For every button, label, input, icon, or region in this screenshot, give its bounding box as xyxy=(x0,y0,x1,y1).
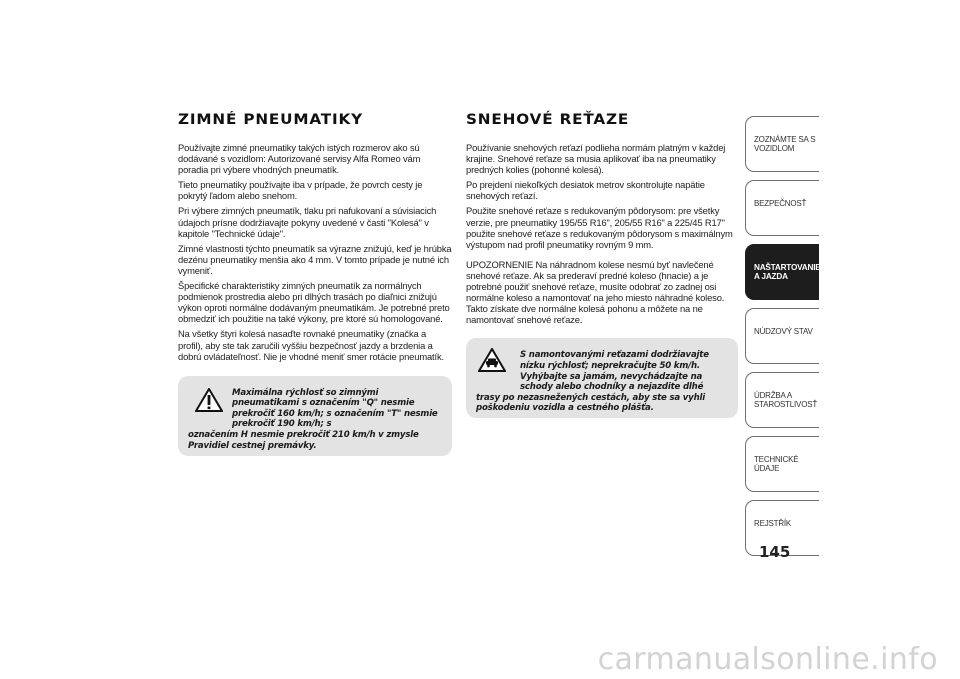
tab-get-to-know[interactable] xyxy=(745,116,819,172)
tab-label: NÚDZOVÝ STAV xyxy=(754,327,813,336)
tab-label: ZOZNÁMTE SA S VOZIDLOM xyxy=(754,135,816,153)
paragraph: Na všetky štyri kolesá nasaďte rovnaké pneumatiky (značka a profil), aby ste tak zaručili vyššiu bezpečnosť jazdy a brzdenia a dobrú ovládateľnosť. Nie je vhodné meniť smer rotácie pneumatík. xyxy=(178,328,444,362)
paragraph: Pri výbere zimných pneumatík, tlaku pri nafukovaní a súvisiacich údajoch prísne dodržiavajte pokyny uvedené v časti "Kolesá" v kapitole "Technické údaje". xyxy=(178,205,437,239)
tab-label: BEZPEČNOSŤ xyxy=(754,199,807,208)
section-title-snow-chains: SNEHOVÉ REŤAZE xyxy=(466,112,630,128)
tab-technical-data[interactable] xyxy=(745,436,819,492)
warning-text-lead: S namontovanými reťazami dodržiavajte nízku rýchlosť; neprekračujte 50 km/h. Vyhýbajte sa jamám, nevychádzajte na schody alebo chodníky a nejazdite dlhé xyxy=(520,350,709,393)
tab-maintenance[interactable] xyxy=(745,372,819,428)
warning-box xyxy=(178,376,452,456)
right-column xyxy=(466,112,738,418)
chapter-tabs xyxy=(745,116,819,564)
tab-emergency[interactable] xyxy=(745,308,819,364)
paragraph: Zimné vlastnosti týchto pneumatík sa výrazne znižujú, keď je hrúbka dezénu pneumatiky menšia ako 4 mm. V tomto prípade je nutné ich vymeniť. xyxy=(178,242,452,276)
section-title-winter-tires: ZIMNÉ PNEUMATIKY xyxy=(178,112,364,128)
warning-box xyxy=(466,338,738,418)
page-number: 145 xyxy=(759,543,791,561)
tab-label: NAŠTARTOVANIE A JAZDA xyxy=(754,263,821,281)
paragraph: Tieto pneumatiky používajte iba v prípade, že povrch cesty je pokrytý ľadom alebo snehom. xyxy=(178,179,423,202)
paragraph: Použite snehové reťaze s redukovaným pôdorysom: pre všetky verzie, pre pneumatiky 195/55 R16", 205/55 R16" a 225/45 R17" použite snehové reťaze s redukovaným pôdorysom s maximálnym výstupom nad profil pneumatiky rovným 9 mm. xyxy=(466,205,733,250)
car-skid-icon xyxy=(478,348,506,372)
left-column xyxy=(178,112,452,456)
warning-text-rest: trasy po nezasnežených cestách, aby ste sa vyhli poškodeniu vozidla a cestného plášťa. xyxy=(476,392,705,414)
tab-starting-driving[interactable] xyxy=(745,244,819,300)
paragraph: Po prejdení niekoľkých desiatok metrov skontrolujte napätie snehových reťazí. xyxy=(466,179,705,202)
warning-text-lead: Maximálna rýchlosť so zimnými pneumatikami s označením "Q" nesmie prekročiť 160 km/h; s označením "T" nesmie prekročiť 190 km/h; s xyxy=(232,387,438,430)
tab-label: TECHNICKÉ ÚDAJE xyxy=(754,455,799,473)
paragraph: UPOZORNENIE Na náhradnom kolese nesmú byť navlečené snehové reťaze. Ak sa prederaví predné koleso (hnacie) a je potrebné použiť snehové reťaze, musíte odobrať zo zadnej osi normálne koleso a namontovať na jeho miesto náhradné koleso. Takto získate dve normálne kolesá pohonu a môžete na ne namontovať snehové reťaze. xyxy=(466,258,725,326)
warning-text-rest: označením H nesmie prekročiť 210 km/h v zmysle Pravidiel cestnej premávky. xyxy=(188,430,419,451)
watermark: carmanualsonline.info xyxy=(597,642,938,677)
tab-label: REJSTŘÍK xyxy=(754,519,792,528)
tab-label: ÚDRŽBA A STAROSTLIVOSŤ xyxy=(754,391,818,409)
tab-safety[interactable] xyxy=(745,180,819,236)
paragraph: Používajte zimné pneumatiky takých istých rozmerov ako sú dodávané s vozidlom: Autorizované servisy Alfa Romeo vám poradia pri výbere vhodných pneumatík. xyxy=(178,142,421,176)
warning-triangle-icon xyxy=(195,388,223,412)
paragraph: Špecifické charakteristiky zimných pneumatík za normálnych podmienok prostredia alebo pri dlhých trasách po diaľnici znižujú výkon oproti normálne dodávaným pneumatikám. Je potrebné preto obmedziť ich použitie na také výkony, pre ktoré sú homologované. xyxy=(178,280,450,325)
paragraph: Používanie snehových reťazí podlieha normám platným v každej krajine. Snehové reťaze sa musia aplikovať iba na pneumatiky predných kolies (pohonné kolesá). xyxy=(466,142,726,176)
